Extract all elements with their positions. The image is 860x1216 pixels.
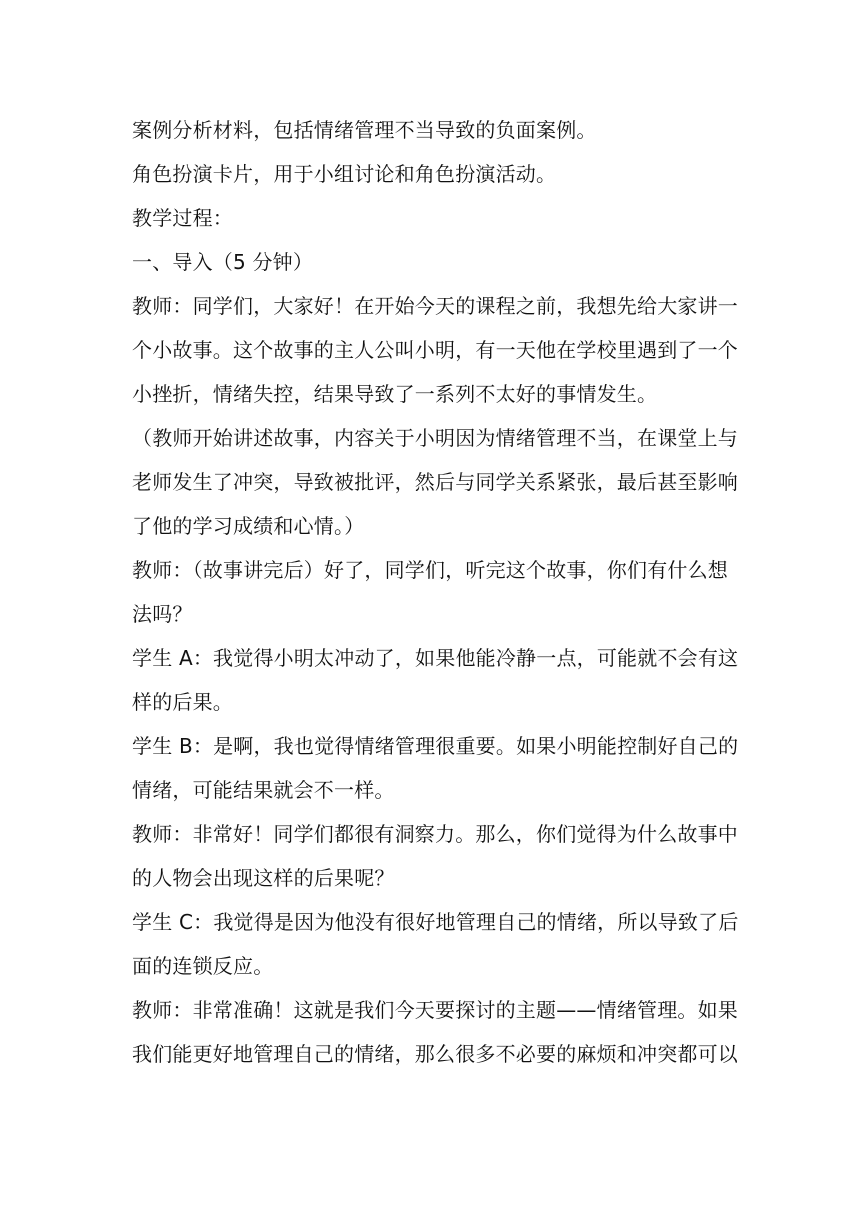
document-body (132, 108, 739, 1076)
text-line: 个小故事。这个故事的主人公叫小明，有一天他在学校里遇到了一个 (132, 338, 738, 362)
text-line: 我们能更好地管理自己的情绪，那么很多不必要的麻烦和冲突都可以 (132, 1042, 738, 1066)
text-line: 小挫折，情绪失控，结果导致了一系列不太好的事情发生。 (132, 382, 658, 406)
text-line: 法吗？ (132, 602, 193, 626)
text-line: 教师：（故事讲完后）好了，同学们，听完这个故事，你们有什么想 (132, 558, 728, 582)
text-line: 教师：非常准确！这就是我们今天要探讨的主题——情绪管理。如果 (132, 998, 738, 1022)
text-line: （教师开始讲述故事，内容关于小明因为情绪管理不当，在课堂上与 (132, 426, 738, 450)
text-line: 面的连锁反应。 (132, 954, 274, 978)
text-line: 教师：同学们，大家好！在开始今天的课程之前，我想先给大家讲一 (132, 294, 738, 318)
text-line: 教学过程： (132, 206, 233, 230)
text-line: 情绪，可能结果就会不一样。 (132, 778, 395, 802)
text-line: 案例分析材料，包括情绪管理不当导致的负面案例。 (132, 118, 597, 142)
text-line: 学生 C：我觉得是因为他没有很好地管理自己的情绪，所以导致了后 (132, 910, 739, 934)
text-line: 的人物会出现这样的后果呢？ (132, 866, 395, 890)
text-line: 学生 A：我觉得小明太冲动了，如果他能冷静一点，可能就不会有这 (132, 646, 739, 670)
section-heading: 一、导入（5 分钟） (132, 250, 314, 274)
text-line: 角色扮演卡片，用于小组讨论和角色扮演活动。 (132, 162, 557, 186)
text-line: 样的后果。 (132, 690, 233, 714)
text-line: 教师：非常好！同学们都很有洞察力。那么，你们觉得为什么故事中 (132, 822, 738, 846)
text-line: 学生 B：是啊，我也觉得情绪管理很重要。如果小明能控制好自己的 (132, 734, 739, 758)
text-line: 老师发生了冲突，导致被批评，然后与同学关系紧张，最后甚至影响 (132, 470, 738, 494)
text-line: 了他的学习成绩和心情。） (132, 514, 365, 538)
